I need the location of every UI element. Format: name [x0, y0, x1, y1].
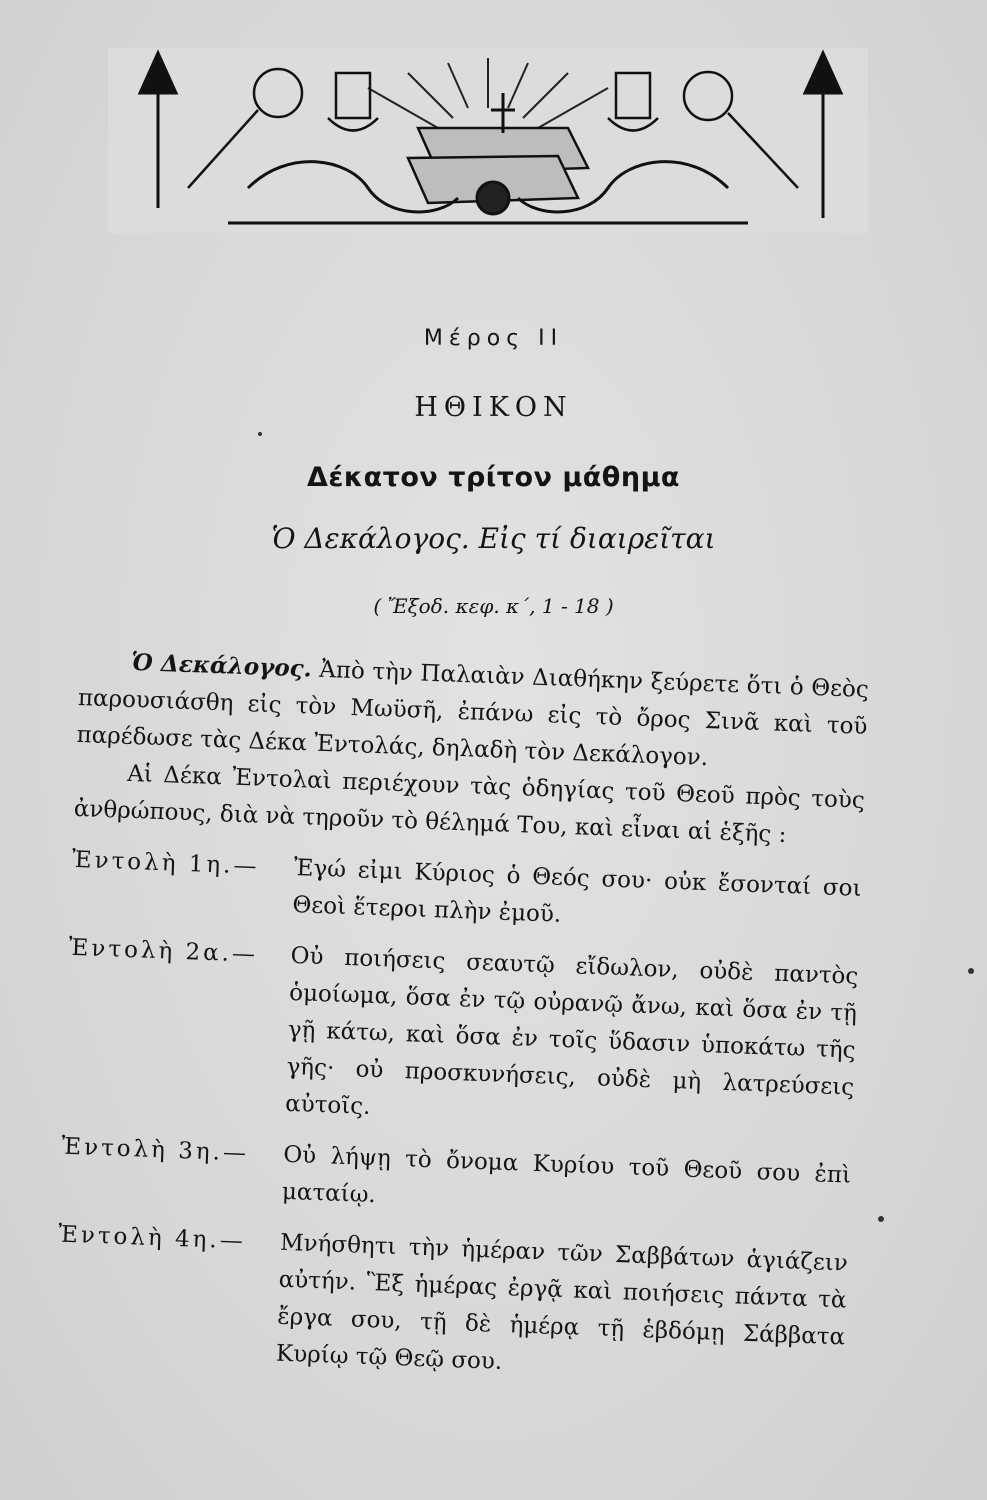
ink-speck [878, 1216, 884, 1222]
commandment-text: Μνήσθητι τὴν ἡμέραν τῶν Σαββάτων ἁγιάζειν αὐτήν. Ἓξ ἡμέρας ἐργᾷ καὶ ποιήσεις πάντα τὰ ἔργα σου, τῇ δὲ ἡμέρᾳ τῇ ἑβδόμῃ Σάββατα Κυρίῳ τῷ Θεῷ σου. [275, 1229, 849, 1375]
commandment-text: Ἐγώ εἰμι Κύριος ὁ Θεός σου· οὐκ ἔσονταί σοι Θεοὶ ἕτεροι πλὴν ἐμοῦ. [292, 854, 862, 928]
ink-speck [258, 432, 262, 436]
scripture-reference: ( Ἔξοδ. κεφ. κ´, 1 - 18 ) [373, 594, 614, 618]
commandment-label: Ἐντολὴ 3η.— [61, 1133, 250, 1167]
intro-paragraph-2: Αἱ Δέκα Ἐντολαὶ περιέχουν τὰς ὁδηγίας τοῦ Θεοῦ πρὸς τοὺς ἀνθρώπους, διὰ νὰ τηροῦν τὸ θέλημά Του, καὶ εἶναι αἱ ἑξῆς : [73, 760, 866, 849]
ink-speck [968, 968, 974, 974]
commandment-label: Ἐντολὴ 1η.— [71, 846, 260, 880]
lesson-subject: Ὁ Δεκάλογος. Εἰς τί διαιρεῖται [271, 522, 716, 555]
commandment-2 [63, 930, 859, 1144]
intro-text: Ἀπὸ τὴν Παλαιὰν Διαθήκην ξεύρετε ὅτι ὁ Θεὸς παρουσιάσθη εἰς τὸν Μωϋσῆ, ἐπάνω εἰς τὸ ὄρος Σινᾶ καὶ τοῦ παρέδωσε τὰς Δέκα Ἐντολάς, δηλαδὴ τὸν Δεκάλογον. [76, 656, 870, 772]
commandment-1 [70, 842, 862, 945]
lesson-title: Δέκατον τρίτον μάθημα [307, 462, 680, 493]
commandment-3 [59, 1129, 851, 1232]
commandment-label: Ἐντολὴ 4η.— [57, 1221, 247, 1255]
section-title: ΗΘΙΚΟΝ [414, 392, 573, 423]
commandment-text: Οὐ ποιήσεις σεαυτῷ εἴδωλον, οὐδὲ παντὸς ὁμοίωμα, ὅσα ἐν τῷ οὐρανῷ ἄνω, καὶ ὅσα ἐν τῇ γῇ κάτω, καὶ ὅσα ἐν τοῖς ὕδασιν ὑποκάτω τῆς γῆς· οὐ προσκυνήσεις, οὐδὲ μὴ λατρεύσεις αὐτοῖς. [284, 942, 859, 1120]
part-heading: Μέρος ΙΙ [423, 326, 564, 351]
intro-lead: Ὁ Δεκάλογος. [130, 648, 313, 683]
lesson-body [54, 642, 870, 1393]
commandment-label: Ἐντολὴ 2α.— [68, 934, 259, 968]
commandment-text: Οὐ λήψῃ τὸ ὄνομα Κυρίου τοῦ Θεοῦ σου ἐπὶ ματαίῳ. [281, 1141, 852, 1209]
commandment-4 [54, 1217, 849, 1394]
decorative-headpiece [108, 48, 868, 233]
